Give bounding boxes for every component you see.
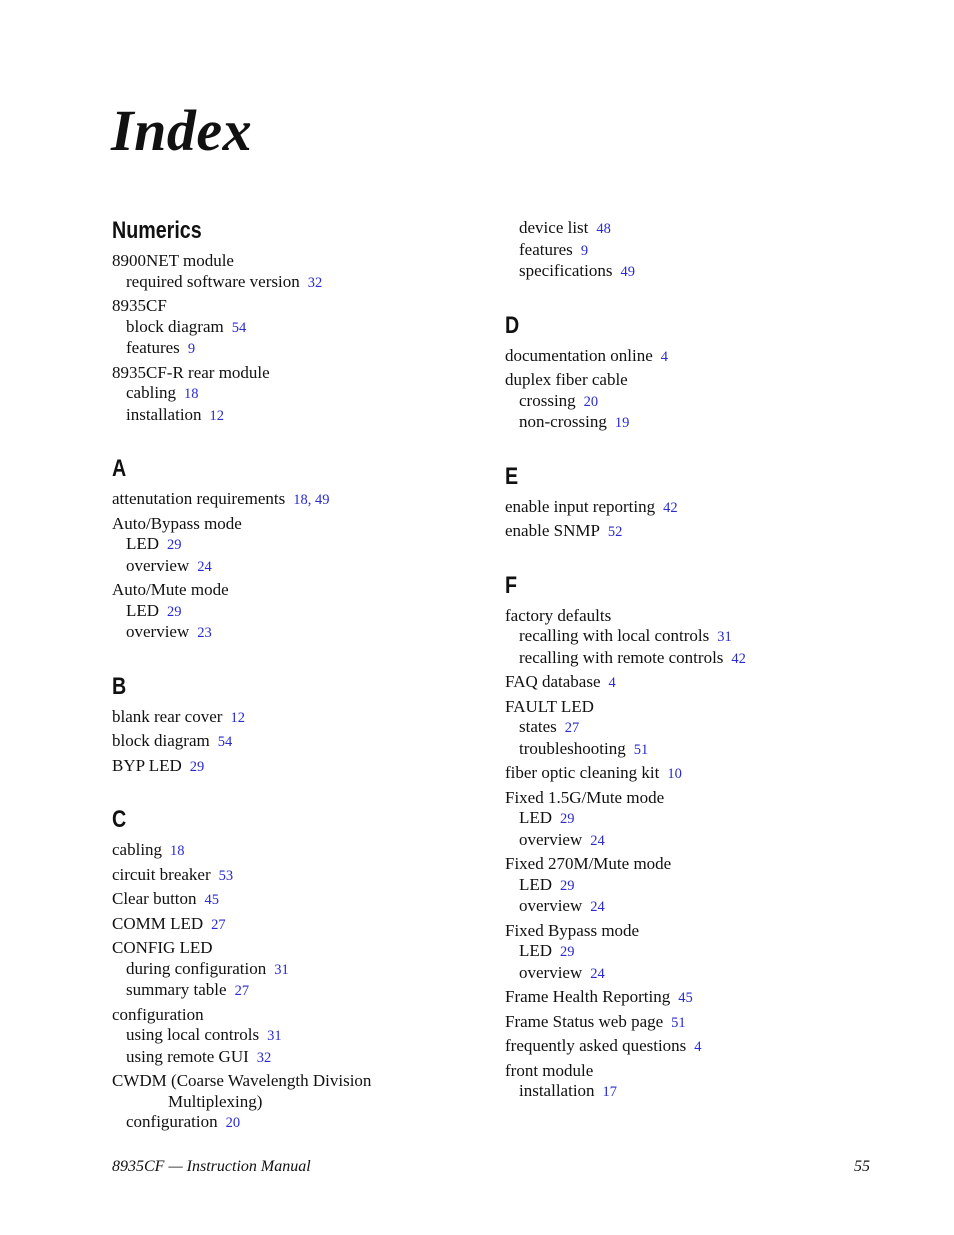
index-subterm bbox=[112, 405, 512, 427]
index-subterm bbox=[112, 556, 512, 578]
index-subterm bbox=[505, 218, 905, 240]
term-text: attenutation requirements bbox=[112, 489, 286, 508]
page-reference-link[interactable]: 53 bbox=[218, 867, 234, 884]
term-text: required software version bbox=[126, 271, 300, 291]
term-text: cabling bbox=[112, 840, 163, 859]
term-text: installation bbox=[519, 1081, 595, 1100]
page-reference-link[interactable]: 12 bbox=[230, 709, 245, 726]
term-text: LED bbox=[126, 534, 160, 553]
index-entry bbox=[112, 1005, 512, 1069]
term-text: features bbox=[519, 239, 573, 259]
index-entry bbox=[505, 370, 905, 434]
term-text: fiber optic cleaning kit bbox=[505, 763, 660, 782]
term-text: CWDM (Coarse Wavelength Division bbox=[112, 1071, 372, 1090]
section-heading: C bbox=[112, 806, 127, 833]
term-text: during configuration bbox=[126, 958, 267, 978]
term-text: front module bbox=[505, 1060, 594, 1080]
section-spacer bbox=[112, 644, 512, 670]
page-reference-link[interactable]: 20 bbox=[583, 393, 599, 410]
page-reference-link[interactable]: 31 bbox=[274, 961, 289, 978]
page-reference-link[interactable]: 42 bbox=[731, 650, 746, 667]
term-text: documentation online bbox=[505, 345, 653, 365]
index-entry bbox=[505, 1012, 905, 1034]
index-section bbox=[505, 460, 905, 543]
index-entry bbox=[112, 296, 512, 360]
index-column-left bbox=[112, 214, 512, 1134]
page-reference-link[interactable]: 10 bbox=[667, 766, 682, 782]
page-reference-link[interactable]: 4 bbox=[608, 675, 616, 691]
index-entry bbox=[505, 921, 905, 985]
page-reference-link[interactable]: 45 bbox=[678, 990, 693, 1006]
index-term bbox=[505, 788, 905, 809]
page-reference-link[interactable]: 29 bbox=[560, 811, 575, 827]
term-text: enable SNMP bbox=[505, 521, 600, 540]
index-subterm bbox=[505, 739, 905, 761]
term-text: configuration bbox=[112, 1004, 204, 1024]
index-entry bbox=[112, 865, 512, 887]
term-text: blank rear cover bbox=[112, 706, 223, 726]
index-entry bbox=[112, 707, 512, 729]
page-reference-link[interactable]: 4 bbox=[660, 348, 669, 365]
index-term bbox=[505, 987, 905, 1009]
index-entry bbox=[112, 938, 512, 1002]
index-subterm bbox=[505, 963, 905, 985]
page-reference-link[interactable]: 29 bbox=[560, 944, 575, 960]
page-reference-link[interactable]: 42 bbox=[663, 499, 678, 516]
index-term bbox=[505, 370, 905, 391]
index-entry bbox=[112, 840, 512, 862]
index-subterm bbox=[112, 1025, 512, 1047]
term-text: Auto/Mute mode bbox=[112, 580, 229, 599]
page-reference-link[interactable]: 29 bbox=[167, 537, 182, 553]
term-text: non-crossing bbox=[519, 412, 607, 431]
index-section bbox=[112, 670, 512, 778]
page-reference-link[interactable]: 32 bbox=[256, 1049, 272, 1066]
index-term bbox=[112, 363, 512, 384]
page-reference-link[interactable]: 51 bbox=[633, 741, 649, 758]
index-section bbox=[505, 309, 905, 434]
term-text: device list bbox=[519, 218, 589, 237]
index-term bbox=[505, 521, 905, 543]
term-text: overview bbox=[519, 962, 583, 982]
term-text: Fixed 270M/Mute mode bbox=[505, 854, 672, 873]
index-subterm bbox=[112, 317, 512, 339]
index-term bbox=[112, 914, 512, 936]
page-reference-link[interactable]: 31 bbox=[267, 1028, 282, 1044]
index-subterm bbox=[505, 941, 905, 963]
index-entry bbox=[505, 987, 905, 1009]
term-text: Clear button bbox=[112, 889, 197, 908]
term-text: overview bbox=[519, 896, 583, 915]
index-term bbox=[112, 251, 512, 272]
page-reference-link[interactable]: 19 bbox=[614, 415, 630, 431]
page-reference-link[interactable]: 4 bbox=[694, 1039, 702, 1055]
page-reference-link[interactable]: 45 bbox=[204, 892, 220, 908]
index-subterm bbox=[112, 383, 512, 405]
page-reference-link[interactable]: 54 bbox=[231, 319, 247, 336]
index-entry bbox=[505, 346, 905, 368]
term-text: Fixed Bypass mode bbox=[505, 920, 640, 940]
index-entry bbox=[112, 514, 512, 578]
term-text: 8935CF bbox=[112, 296, 167, 315]
term-text: summary table bbox=[126, 980, 227, 999]
term-text: 8900NET module bbox=[112, 251, 234, 270]
page-reference-link[interactable]: 24 bbox=[590, 965, 605, 982]
term-text: FAQ database bbox=[505, 672, 601, 691]
index-subterm bbox=[505, 830, 905, 852]
page-reference-link[interactable]: 27 bbox=[211, 916, 226, 933]
page-reference-link[interactable]: 29 bbox=[167, 603, 182, 620]
page-reference-link[interactable]: 48 bbox=[596, 221, 611, 237]
page-reference-link[interactable]: 54 bbox=[217, 734, 233, 750]
index-entry bbox=[112, 889, 512, 911]
page-reference-link[interactable]: 24 bbox=[590, 899, 605, 915]
section-heading: A bbox=[112, 455, 127, 482]
page-reference-link[interactable]: 51 bbox=[671, 1014, 686, 1031]
term-text: Fixed 1.5G/Mute mode bbox=[505, 787, 665, 807]
index-term bbox=[112, 514, 512, 535]
index-term bbox=[112, 731, 512, 753]
index-term bbox=[112, 489, 512, 511]
section-heading: D bbox=[505, 311, 520, 339]
term-text: features bbox=[126, 338, 180, 357]
term-text: specifications bbox=[519, 261, 613, 280]
index-entry bbox=[505, 788, 905, 852]
index-entry bbox=[505, 521, 905, 543]
term-text: Frame Status web page bbox=[505, 1011, 664, 1031]
index-subterm bbox=[112, 622, 512, 644]
page-reference-link[interactable]: 18, 49 bbox=[293, 492, 330, 508]
section-heading: Numerics bbox=[112, 217, 202, 244]
section-spacer bbox=[112, 426, 512, 452]
index-entry bbox=[505, 606, 905, 670]
term-text: overview bbox=[519, 829, 583, 849]
section-spacer bbox=[505, 434, 905, 460]
term-text: LED bbox=[126, 600, 160, 620]
index-term bbox=[112, 1005, 512, 1026]
index-entry bbox=[505, 1061, 905, 1103]
term-text: Multiplexing) bbox=[168, 1091, 263, 1111]
index-term bbox=[112, 1071, 512, 1092]
index-subterm bbox=[505, 648, 905, 670]
index-subterm bbox=[112, 980, 512, 1002]
index-term bbox=[505, 346, 905, 368]
index-term bbox=[112, 707, 512, 729]
index-entry bbox=[112, 1071, 512, 1134]
term-text: installation bbox=[126, 404, 202, 424]
index-subterm bbox=[505, 808, 905, 830]
index-subterm bbox=[112, 534, 512, 556]
term-text: COMM LED bbox=[112, 913, 204, 933]
term-text: CONFIG LED bbox=[112, 938, 213, 957]
index-term bbox=[112, 840, 512, 862]
index-term bbox=[112, 865, 512, 887]
index-subterm bbox=[505, 412, 905, 434]
term-text: duplex fiber cable bbox=[505, 370, 628, 389]
page-reference-link[interactable]: 24 bbox=[590, 832, 605, 849]
index-section bbox=[505, 569, 905, 1103]
index-term bbox=[505, 606, 905, 627]
page-reference-link[interactable]: 24 bbox=[197, 558, 212, 575]
index-term bbox=[505, 497, 905, 519]
page-reference-link[interactable]: 18 bbox=[184, 386, 199, 402]
term-text: using remote GUI bbox=[126, 1046, 249, 1066]
index-term bbox=[112, 938, 512, 959]
index-entry bbox=[112, 756, 512, 778]
index-term bbox=[505, 1036, 905, 1058]
section-spacer bbox=[112, 777, 512, 803]
index-entry bbox=[112, 914, 512, 936]
index-subterm bbox=[505, 717, 905, 739]
index-entry bbox=[505, 697, 905, 761]
index-term bbox=[505, 921, 905, 942]
page-reference-link[interactable]: 9 bbox=[187, 341, 196, 357]
index-term bbox=[505, 1061, 905, 1082]
index-term bbox=[505, 672, 905, 694]
term-text: Auto/Bypass mode bbox=[112, 513, 242, 533]
page-reference-link[interactable]: 29 bbox=[189, 758, 205, 775]
index-subterm bbox=[112, 601, 512, 623]
page-reference-link[interactable]: 32 bbox=[307, 274, 323, 291]
index-entry bbox=[505, 218, 905, 283]
index-entry bbox=[505, 763, 905, 785]
index-entry bbox=[112, 251, 512, 293]
term-text: Frame Health Reporting bbox=[505, 987, 671, 1006]
index-entry bbox=[505, 672, 905, 694]
page-reference-link[interactable]: 20 bbox=[225, 1115, 241, 1131]
index-entry bbox=[112, 731, 512, 753]
index-subterm bbox=[505, 1081, 905, 1103]
term-text: LED bbox=[519, 874, 553, 894]
page-reference-link[interactable]: 49 bbox=[620, 264, 635, 280]
page-reference-link[interactable]: 29 bbox=[560, 877, 575, 894]
index-section bbox=[112, 803, 512, 1134]
index-term bbox=[112, 889, 512, 911]
index-subterm bbox=[112, 338, 512, 360]
term-text: frequently asked questions bbox=[505, 1036, 687, 1055]
index-subterm bbox=[112, 272, 512, 294]
index-subterm bbox=[505, 261, 905, 283]
term-text: 8935CF-R rear module bbox=[112, 362, 270, 382]
term-text: configuration bbox=[126, 1112, 218, 1131]
section-heading: E bbox=[505, 462, 519, 490]
index-entry bbox=[505, 854, 905, 918]
page-title: Index bbox=[111, 98, 253, 163]
index-term bbox=[505, 1012, 905, 1034]
page-reference-link[interactable]: 52 bbox=[607, 524, 623, 540]
index-section bbox=[505, 218, 905, 283]
index-term-continuation bbox=[112, 1092, 512, 1113]
term-text: LED bbox=[519, 808, 553, 827]
index-subterm bbox=[505, 875, 905, 897]
page-reference-link[interactable]: 18 bbox=[170, 843, 185, 859]
index-section bbox=[112, 452, 512, 644]
term-text: troubleshooting bbox=[519, 738, 626, 758]
index-subterm bbox=[112, 959, 512, 981]
section-spacer bbox=[505, 543, 905, 569]
index-subterm bbox=[112, 1047, 512, 1069]
index-subterm bbox=[505, 626, 905, 648]
term-text: overview bbox=[126, 555, 190, 575]
term-text: FAULT LED bbox=[505, 696, 594, 716]
section-spacer bbox=[505, 283, 905, 309]
index-entry bbox=[505, 1036, 905, 1058]
index-subterm bbox=[505, 896, 905, 918]
index-column-right bbox=[505, 218, 905, 1103]
index-term bbox=[112, 296, 512, 317]
index-term bbox=[112, 756, 512, 778]
term-text: states bbox=[519, 717, 557, 736]
index-term bbox=[505, 697, 905, 718]
index-term bbox=[505, 763, 905, 785]
term-text: circuit breaker bbox=[112, 864, 211, 884]
term-text: LED bbox=[519, 941, 553, 960]
term-text: crossing bbox=[519, 390, 576, 410]
term-text: using local controls bbox=[126, 1025, 260, 1044]
page-reference-link[interactable]: 17 bbox=[602, 1084, 618, 1100]
page-reference-link[interactable]: 23 bbox=[197, 625, 212, 641]
term-text: cabling bbox=[126, 383, 177, 402]
index-subterm bbox=[112, 1112, 512, 1134]
footer-manual-title: 8935CF — Instruction Manual bbox=[112, 1158, 311, 1175]
page-reference-link[interactable]: 31 bbox=[717, 629, 732, 645]
index-entry bbox=[505, 497, 905, 519]
footer-page-number: 55 bbox=[854, 1158, 870, 1175]
index-subterm bbox=[505, 391, 905, 413]
section-heading: B bbox=[112, 672, 127, 700]
index-term bbox=[112, 580, 512, 601]
index-term bbox=[505, 854, 905, 875]
index-entry bbox=[112, 363, 512, 427]
index-section bbox=[112, 214, 512, 426]
page-reference-link[interactable]: 27 bbox=[234, 983, 250, 999]
term-text: block diagram bbox=[112, 731, 210, 750]
index-entry bbox=[112, 489, 512, 511]
term-text: BYP LED bbox=[112, 755, 182, 775]
term-text: recalling with local controls bbox=[519, 626, 710, 645]
term-text: enable input reporting bbox=[505, 496, 656, 516]
index-subterm bbox=[505, 240, 905, 262]
page-reference-link[interactable]: 27 bbox=[564, 720, 580, 736]
term-text: overview bbox=[126, 622, 190, 641]
term-text: factory defaults bbox=[505, 605, 612, 625]
term-text: recalling with remote controls bbox=[519, 647, 724, 667]
index-entry bbox=[112, 580, 512, 644]
page-reference-link[interactable]: 9 bbox=[580, 242, 589, 259]
page-reference-link[interactable]: 12 bbox=[209, 407, 225, 424]
term-text: block diagram bbox=[126, 316, 224, 336]
section-heading: F bbox=[505, 571, 518, 599]
